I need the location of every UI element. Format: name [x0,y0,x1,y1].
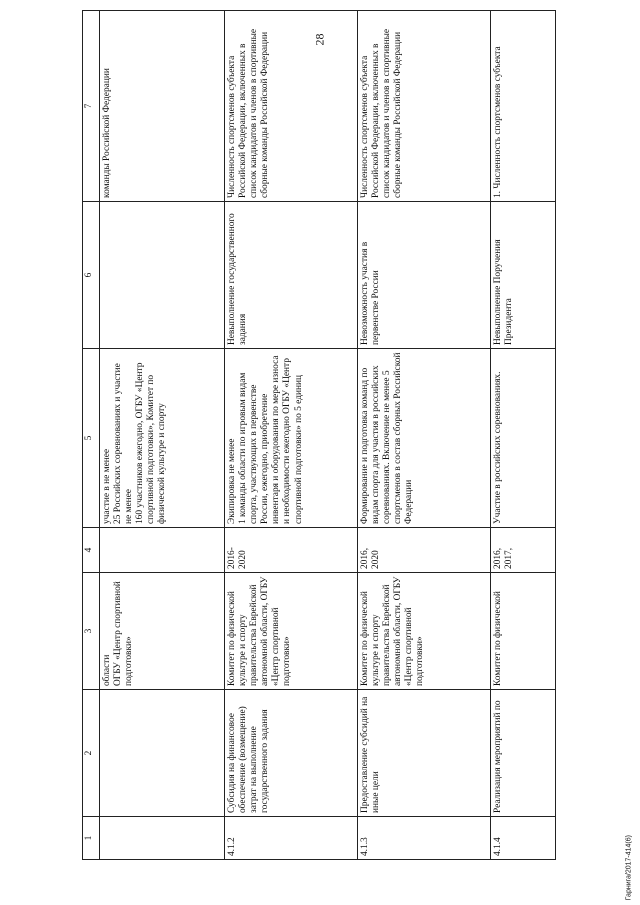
cell-number: 4.1.4 [491,817,556,860]
cell-result: Формирование и подготовка команд по видам спорта для участия в российских соревнованиях. Включение не менее 5 спортсменов в состав сборных Российской Федерации [358,349,491,528]
header-row [83,11,100,860]
header-col-4: 4 [83,528,100,573]
table-row [491,11,556,860]
header-col-1: 1 [83,817,100,860]
header-col-5: 5 [83,349,100,528]
cell-period: 2016-2020 [225,528,358,573]
cell-number: 4.1.2 [225,817,358,860]
cell-event: Предоставление субсидий на иные цели [358,690,491,817]
footer-code: Гарнига/2017-414(6) [625,835,632,901]
header-col-6: 6 [83,202,100,349]
cell-consequence: Невыполнение государственного задания [225,202,358,349]
header-col-7: 7 [83,11,100,202]
cell-event: Реализация мероприятий по [491,690,556,817]
cell-number [100,817,225,860]
cell-indicator: Численность спортсменов субъекта Российской Федерации, включенных в список кандидатов и членов в спортивные сборные команды Российской Федерации [358,11,491,202]
cell-period: 2016, 2017, [491,528,556,573]
program-table [82,10,556,860]
cell-consequence: Невыполнение Поручения Президента [491,202,556,349]
cell-consequence [100,202,225,349]
cell-result: участие в не менее 25 Российских соревнованиях и участие не менее 160 участников ежегодно, ОГБУ «Центр спортивной подготовки», Комитет по физической культуре и спорту [100,349,225,528]
table-row [358,11,491,860]
cell-event: Субсидия на финансовое обеспечение (возмещение) затрат на выполнение государственного задания [225,690,358,817]
cell-indicator: 1. Численность спортсменов субъекта [491,11,556,202]
cell-responsible: Комитет по физической культуре и спорту правительства Еврейской автономной области, ОГБУ «Центр спортивной подготовки» [358,573,491,690]
cell-result: Экипировка не менее 1 команды области по игровым видам спорта, участвующих в первенстве России, ежегодно, приобретение инвентаря и оборудования по мере износа и необходимости ежегодно ОГБУ «Центр спортивной подготовки» по 5 единиц [225,349,358,528]
cell-period: 2016, 2020 [358,528,491,573]
page-number: 28 [312,33,327,46]
cell-period [100,528,225,573]
cell-responsible: области ОГБУ «Центр спортивной подготовки» [100,573,225,690]
cell-number: 4.1.3 [358,817,491,860]
cell-responsible: Комитет по физической [491,573,556,690]
cell-consequence: Невозможность участия в первенстве России [358,202,491,349]
cell-indicator: Численность спортсменов субъекта Российской Федерации, включенных в список кандидатов и членов в спортивные сборные команды Российской Федерации [225,11,358,202]
cell-indicator: команды Российской Федерации [100,11,225,202]
header-col-3: 3 [83,573,100,690]
cell-result: Участие в российских соревнованиях. [491,349,556,528]
table-row [100,11,225,860]
cell-event [100,690,225,817]
cell-responsible: Комитет по физической культуре и спорту правительства Еврейской автономной области, ОГБУ «Центр спортивной подготовки» [225,573,358,690]
table-row [225,11,358,860]
header-col-2: 2 [83,690,100,817]
